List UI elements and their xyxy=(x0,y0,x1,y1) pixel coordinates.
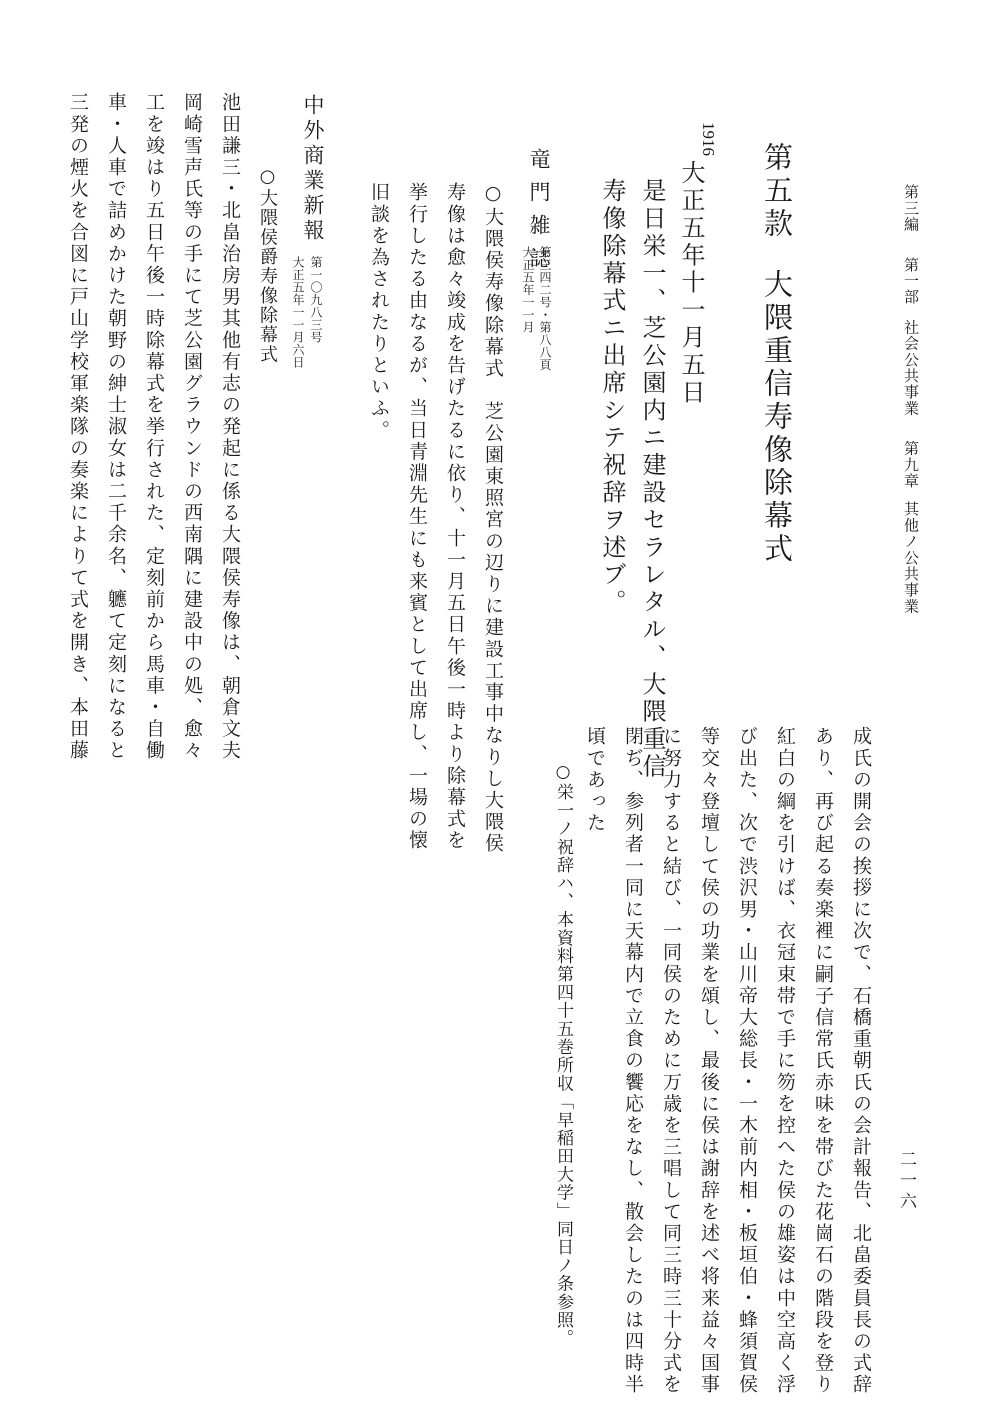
running-head-section: 第一部 xyxy=(902,256,920,306)
entry-date: 大正五年十一月五日 xyxy=(677,160,705,407)
entry-summary-line: 寿像除幕式ニ出席シテ祝辞ヲ述ブ。 xyxy=(598,178,626,617)
page-number: 二一六 xyxy=(896,1150,916,1213)
article-subheading: ○大隈侯爵寿像除幕式 xyxy=(257,166,278,364)
running-head-chapter-title: 其他ノ公共事業 xyxy=(902,501,920,615)
year-western: 1916 xyxy=(699,122,718,156)
entry-summary-line: 是日栄一、芝公園内ニ建設セラレタル、大隈重信 xyxy=(638,178,666,781)
source-text-line: 車・人車で詰めかけた朝野の紳士淑女は二千余名、軈て定刻になると xyxy=(105,92,127,762)
source-date: 大正五年一一月 xyxy=(521,246,535,334)
closing-note: ○栄一ノ祝辞ハ、本資料第四十五巻所収「早稲田大学」同日ノ条参照。 xyxy=(553,762,573,1348)
article-number: 第五款 xyxy=(760,142,794,241)
source-text-line: 旧談を為されたりといふ。 xyxy=(368,182,390,442)
continuation-line: 紅白の綱を引けば、衣冠束帯で手に笏を控へた侯の雄姿は中空高く浮 xyxy=(774,726,796,1396)
source-text-line: 池田謙三・北畠治房男其他有志の発起に係る大隈侯寿像は、朝倉文夫 xyxy=(219,92,241,762)
source-date: 大正五年一一月六日 xyxy=(291,256,305,369)
source-text-line: 岡崎雪声氏等の手にて芝公園グラウンドの西南隅に建設中の処、愈々 xyxy=(181,92,203,762)
article-title: 大隈重信寿像除幕式 xyxy=(760,269,794,566)
running-head-part: 第三編 xyxy=(902,184,920,233)
running-head-chapter: 第九章 xyxy=(902,440,920,490)
section-heading xyxy=(760,142,794,566)
running-head xyxy=(903,184,918,614)
source-title: 中外商業新報 xyxy=(301,94,325,244)
source-text-line: 寿像は愈々竣成を告げたるに依り、十一月五日午後一時より除幕式を xyxy=(444,182,466,852)
continuation-line: び出た、次で渋沢男・山川帝大総長・一木前内相・板垣伯・蜂須賀侯 xyxy=(736,726,758,1396)
running-head-topic: 社会公共事業 xyxy=(902,319,920,417)
continuation-line: に努力すると結び、一同侯のために万歳を三唱して同三時三十分式を xyxy=(660,726,682,1396)
source-text-line: ○大隈侯寿像除幕式 芝公園東照宮の辺りに建設工事中なりし大隈侯 xyxy=(482,182,504,855)
source-text-line: 三発の煙火を合図に戸山学校軍楽隊の奏楽によりて式を開き、本田藤 xyxy=(67,92,89,762)
source-title: 竜門雑誌 xyxy=(527,148,551,280)
continuation-line: 閉ぢ、参列者一同に天幕内で立食の饗応をなし、散会したのは四時半 xyxy=(622,726,644,1396)
continuation-line: 成氏の開会の挨拶に次で、石橋重朝氏の会計報告、北畠委員長の式辞 xyxy=(850,726,872,1396)
continuation-line: 頃であった xyxy=(584,726,606,834)
source-issue: 第一〇九八三号 xyxy=(309,256,323,344)
continuation-line: あり、再び起る奏楽裡に嗣子信常氏赤味を帯びた花崗石の階段を登り xyxy=(812,726,834,1396)
source-text-line: 工を竣はり五日午後一時除幕式を挙行された、定刻前から馬車・自働 xyxy=(143,92,165,762)
continuation-line: 等交々登壇して侯の功業を頌し、最後に侯は謝辞を述べ将来益々国事 xyxy=(698,726,720,1396)
source-text-line: 挙行したる由なるが、当日青淵先生にも来賓として出席し、一場の懐 xyxy=(406,182,428,852)
source-issue: 第三四二号・第八八頁 xyxy=(538,246,552,371)
